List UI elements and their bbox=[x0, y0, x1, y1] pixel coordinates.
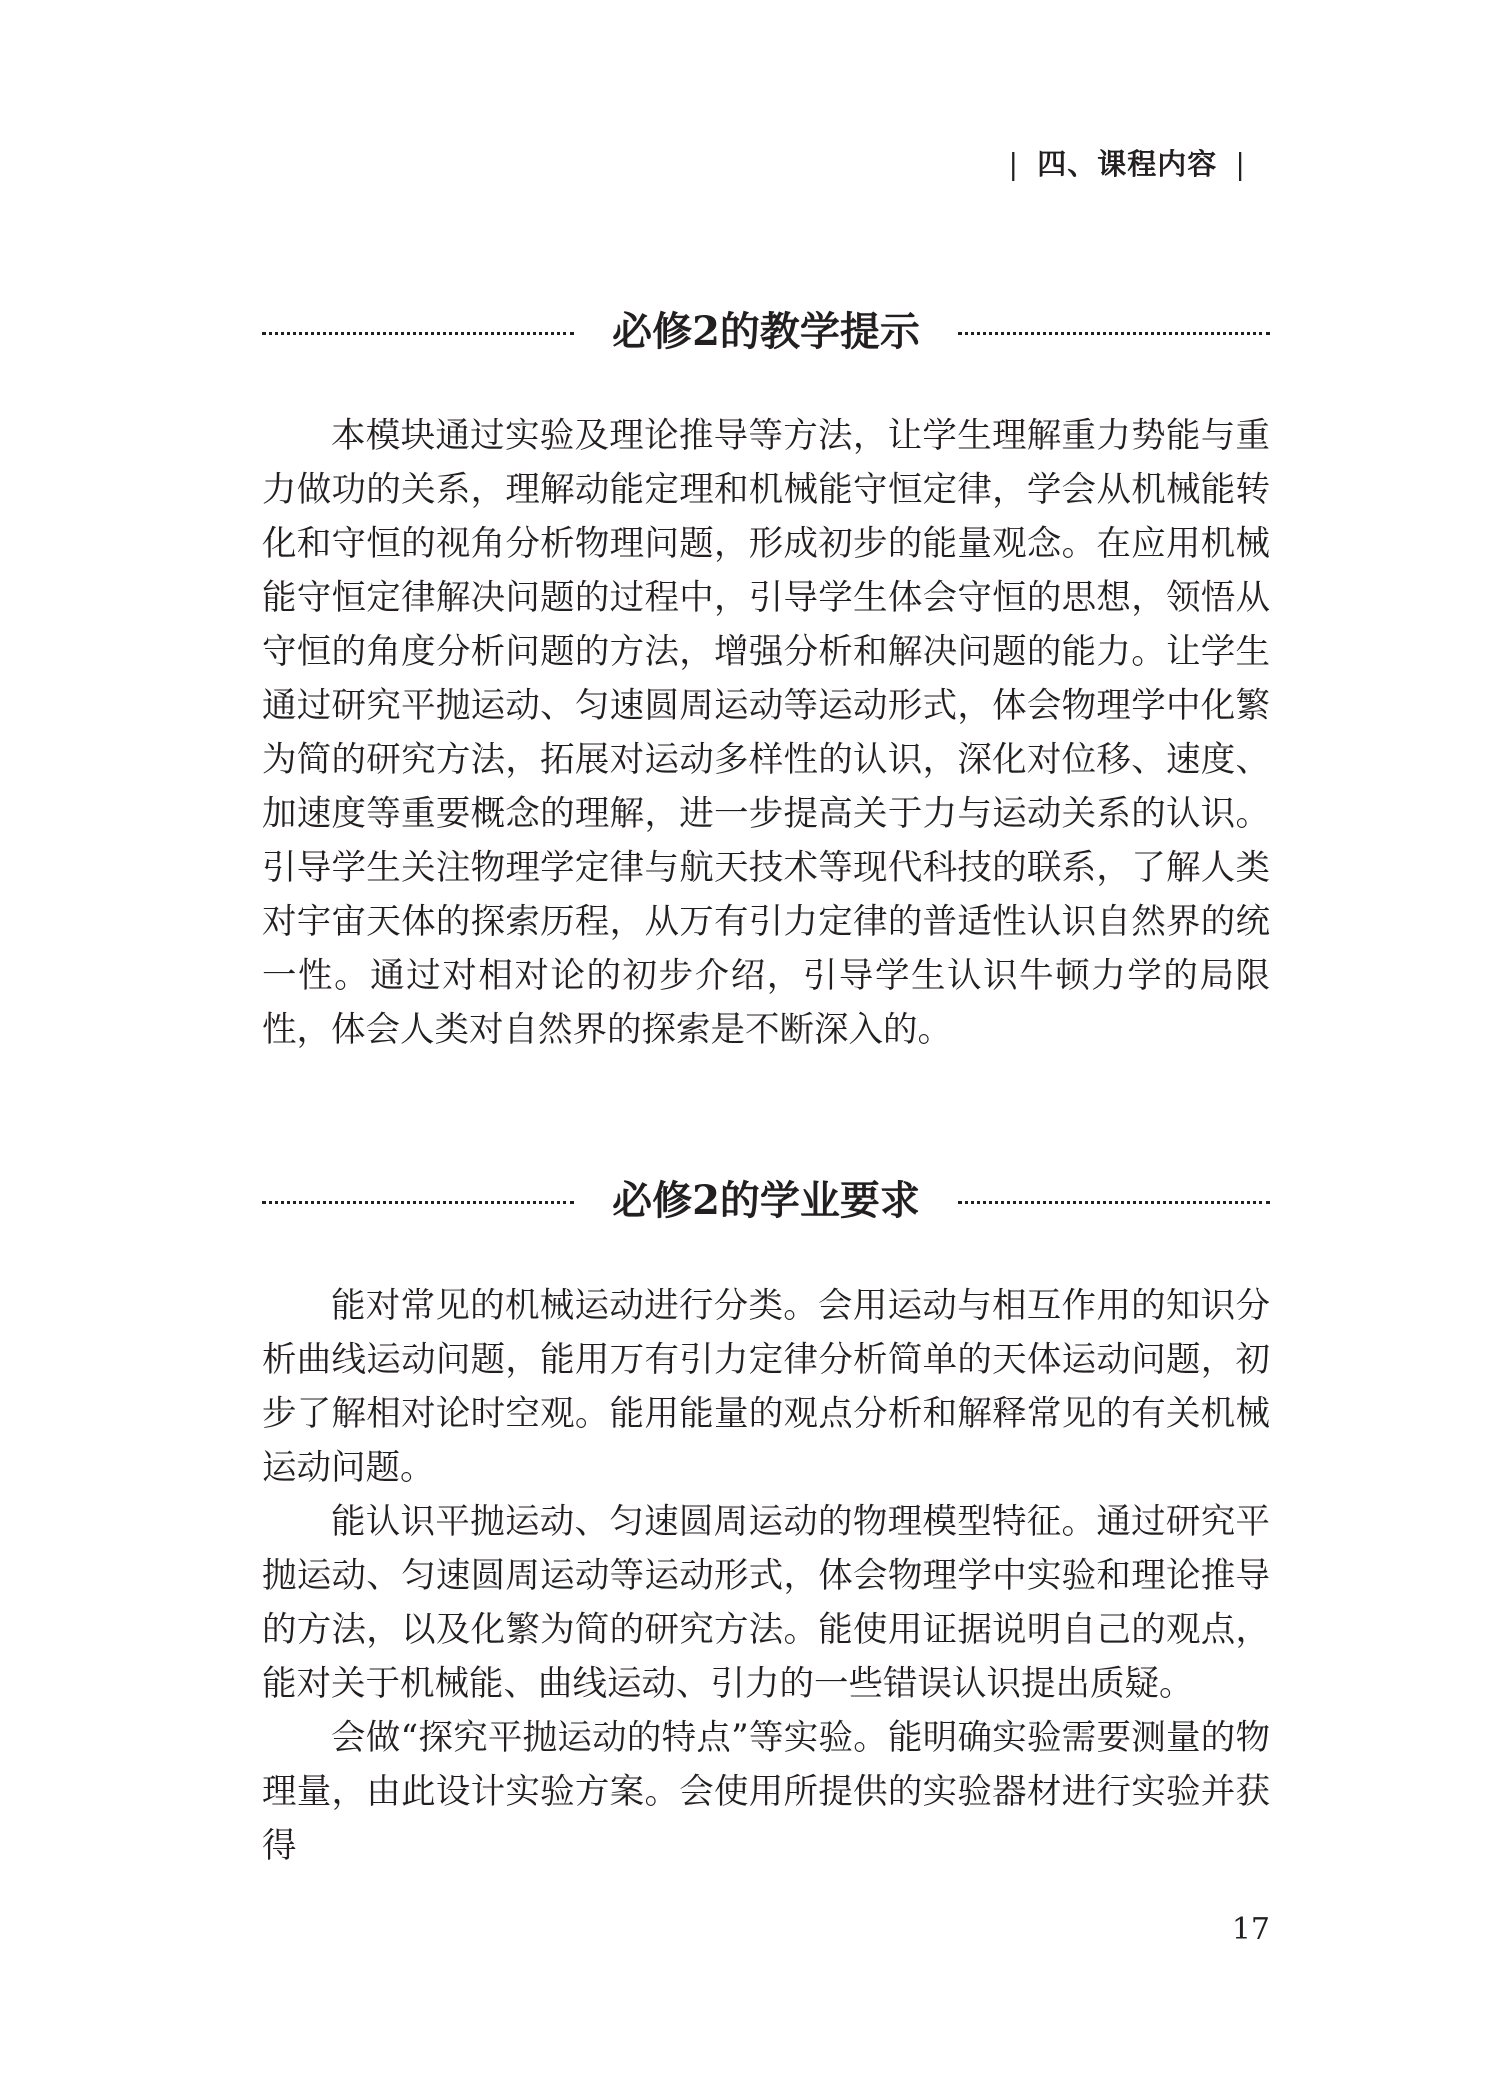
header-bar-right: | bbox=[1235, 147, 1246, 181]
section-body-teaching-tips bbox=[262, 409, 1270, 1057]
heading-dotted-rule-left bbox=[262, 1201, 574, 1204]
paragraph: 会做“探究平抛运动的特点”等实验。能明确实验需要测量的物理量，由此设计实验方案。会使用所提供的实验器材进行实验并获得 bbox=[262, 1718, 1270, 1866]
page-number: 17 bbox=[1231, 1912, 1270, 1947]
section-title: 必修2的学业要求 bbox=[612, 1176, 920, 1224]
running-header bbox=[990, 142, 1264, 183]
heading-dotted-rule-left bbox=[262, 332, 574, 335]
header-bar-left: | bbox=[1008, 147, 1020, 181]
paragraph: 能对常见的机械运动进行分类。会用运动与相互作用的知识分析曲线运动问题，能用万有引力定律分析简单的天体运动问题，初步了解相对论时空观。能用能量的观点分析和解释常见的有关机械运动问题。 bbox=[262, 1286, 1270, 1488]
paragraph: 本模块通过实验及理论推导等方法，让学生理解重力势能与重力做功的关系，理解动能定理和机械能守恒定律，学会从机械能转化和守恒的视角分析物理问题，形成初步的能量观念。在应用机械能守恒定律解决问题的过程中，引导学生体会守恒的思想，领悟从守恒的角度分析问题的方法，增强分析和解决问题的能力。让学生通过研究平抛运动、匀速圆周运动等运动形式，体会物理学中化繁为简的研究方法，拓展对运动多样性的认识，深化对位移、速度、加速度等重要概念的理解，进一步提高关于力与运动关系的认识。引导学生关注物理学定律与航天技术等现代科技的联系，了解人类对宇宙天体的探索历程，从万有引力定律的普适性认识自然界的统一性。通过对相对论的初步介绍，引导学生认识牛顿力学的局限性，体会人类对自然界的探索是不断深入的。 bbox=[262, 416, 1270, 1050]
heading-dotted-rule-right bbox=[958, 332, 1270, 335]
section-heading-academic-requirements bbox=[262, 1169, 1270, 1225]
heading-dotted-rule-right bbox=[958, 1201, 1270, 1204]
header-title: 四、课程内容 bbox=[1037, 147, 1218, 181]
section-heading-teaching-tips bbox=[262, 300, 1270, 356]
section-title: 必修2的教学提示 bbox=[612, 307, 920, 355]
paragraph: 能认识平抛运动、匀速圆周运动的物理模型特征。通过研究平抛运动、匀速圆周运动等运动形式，体会物理学中实验和理论推导的方法，以及化繁为简的研究方法。能使用证据说明自己的观点，能对关于机械能、曲线运动、引力的一些错误认识提出质疑。 bbox=[262, 1502, 1270, 1704]
section-body-academic-requirements bbox=[262, 1279, 1270, 1873]
